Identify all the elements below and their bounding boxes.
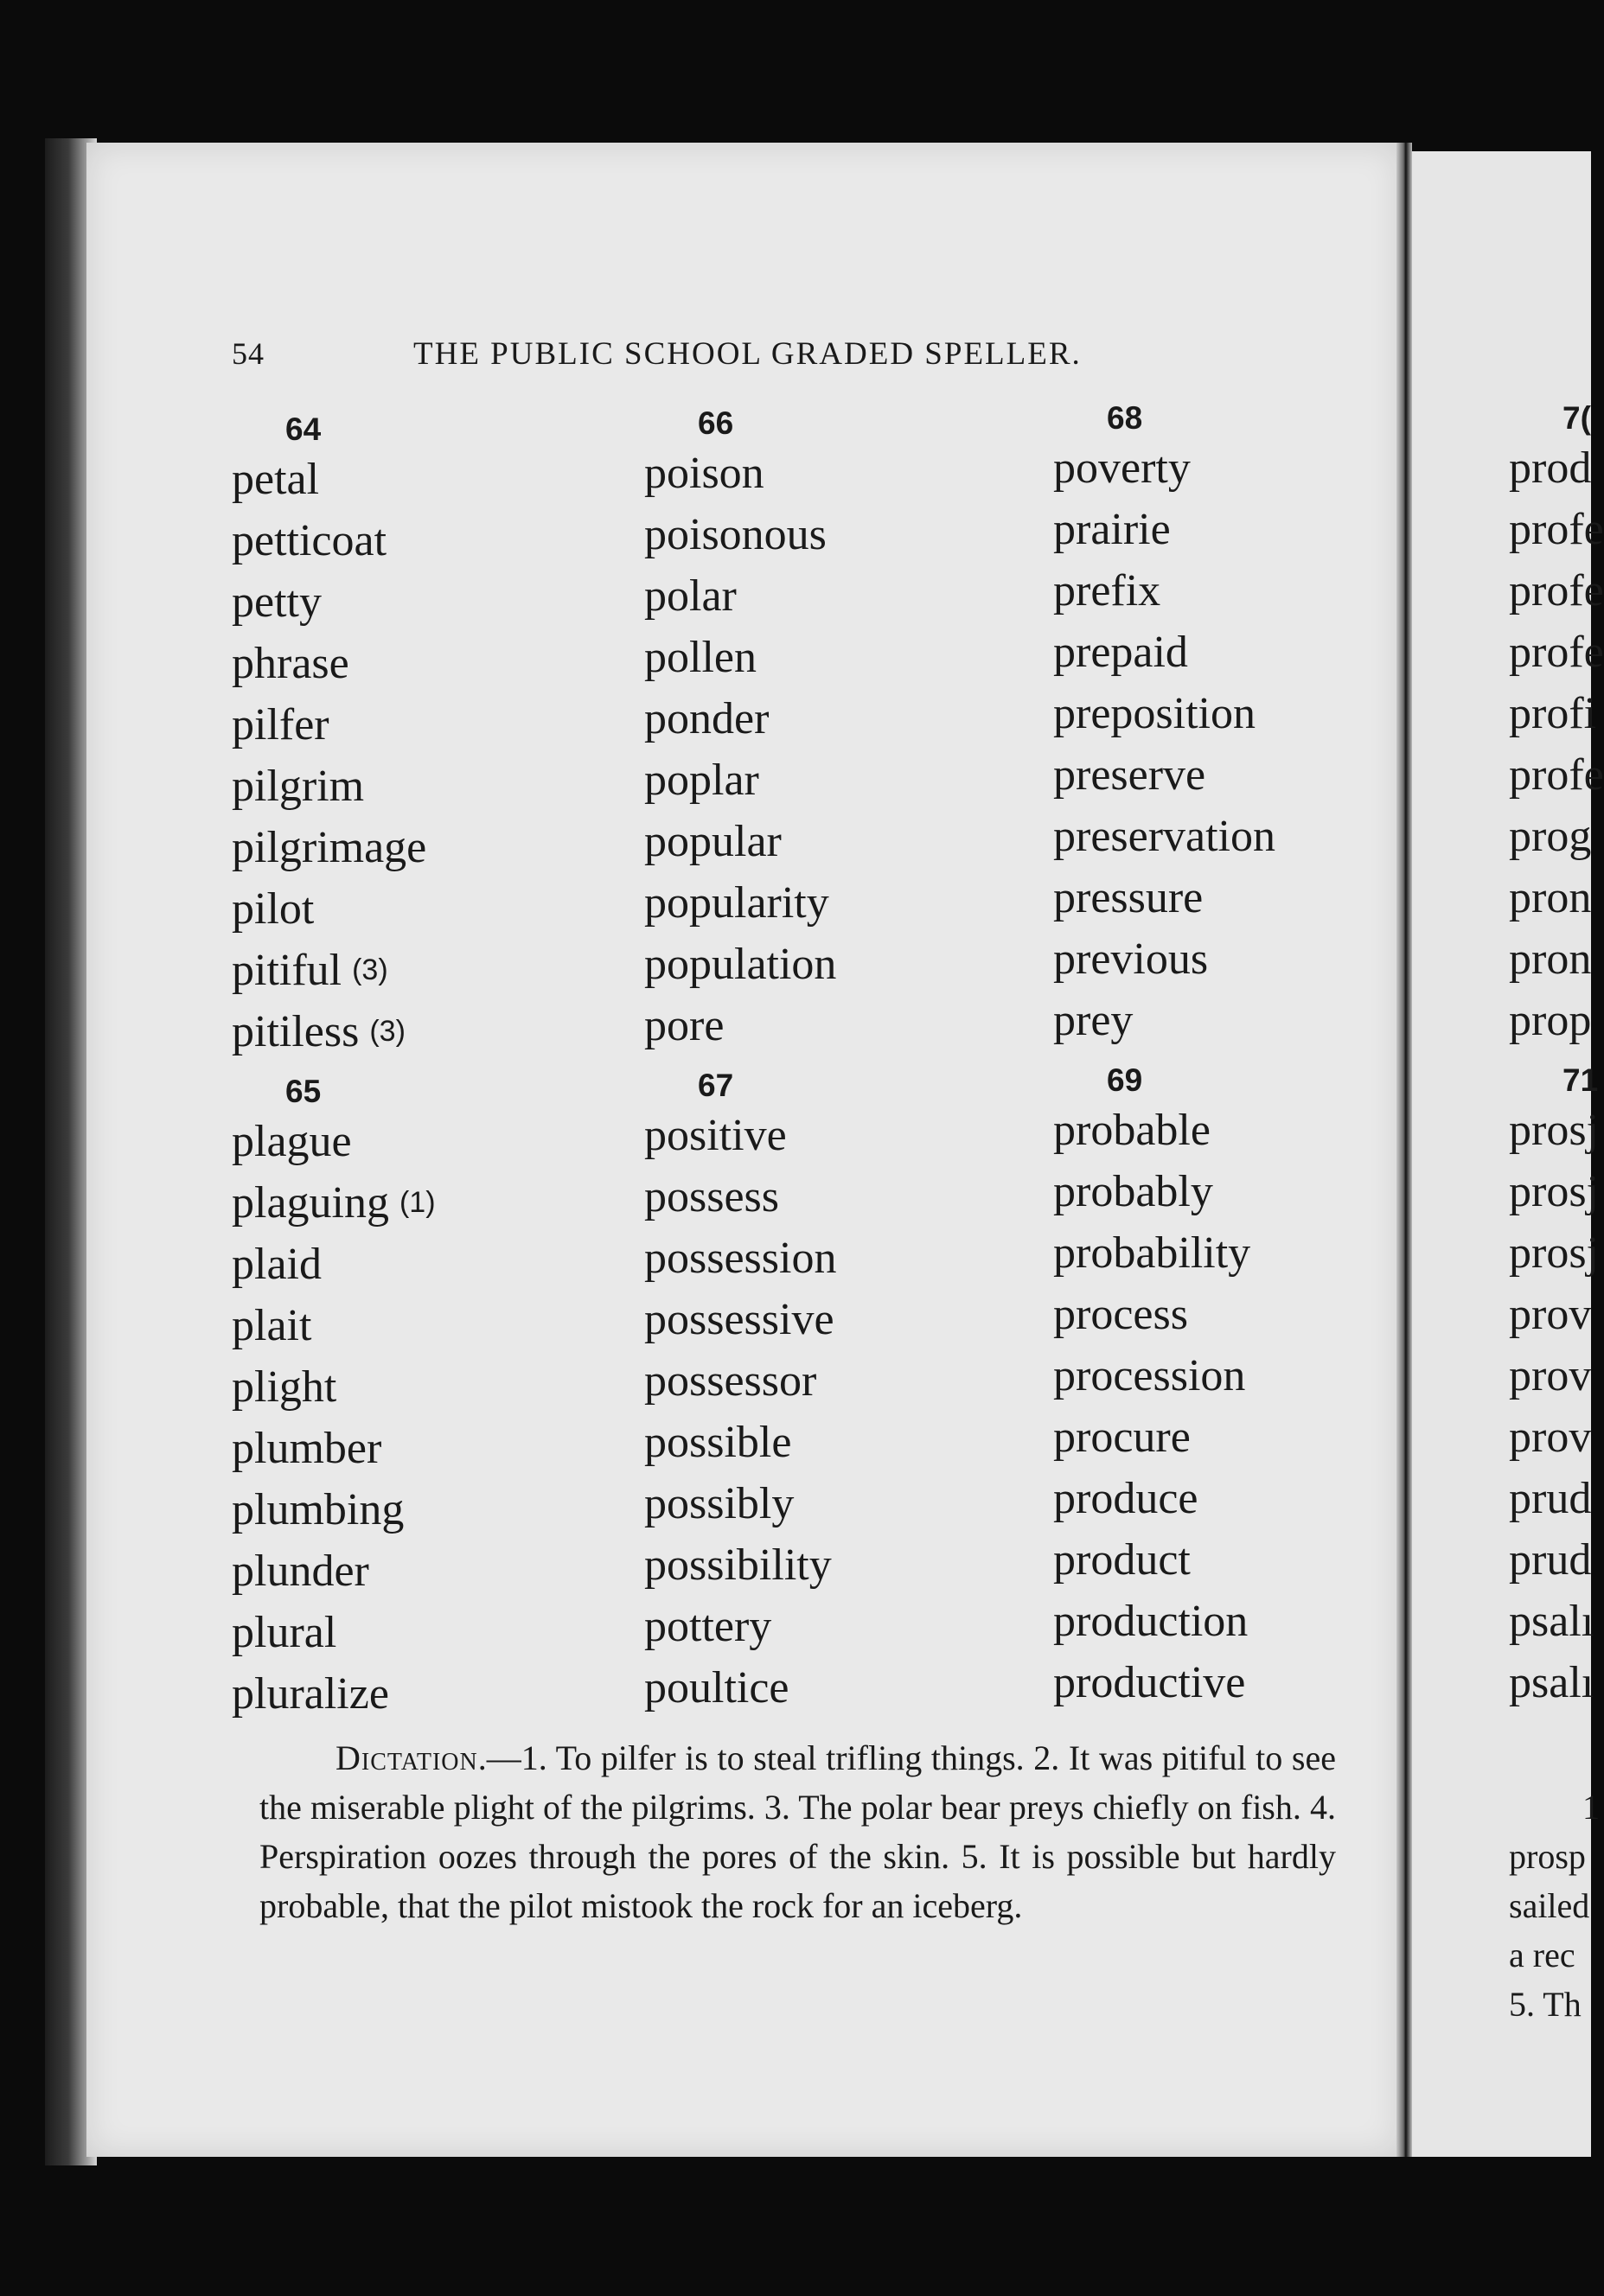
right-spelling-word: pron <box>1509 873 1592 922</box>
spelling-word-text: pluralize <box>232 1669 389 1719</box>
right-spelling-word: prod <box>1509 443 1592 493</box>
spelling-word <box>232 1295 604 1356</box>
spelling-word-text: possession <box>644 1234 837 1283</box>
right-lesson-number: 71 <box>1562 1062 1599 1098</box>
spelling-word-text: productive <box>1053 1658 1246 1707</box>
dictation-paragraph <box>259 1733 1336 1930</box>
spelling-word-text: pollen <box>644 633 757 682</box>
spelling-word-text: procure <box>1053 1413 1191 1462</box>
spelling-word <box>232 1479 604 1540</box>
spelling-word-text: plaid <box>232 1240 322 1289</box>
right-dictation-line: prosp <box>1509 1837 1586 1876</box>
spelling-word <box>1053 1652 1425 1713</box>
spelling-word-text: prepaid <box>1053 628 1188 677</box>
spelling-word <box>1053 1345 1425 1406</box>
dictation-text: .—1. To pilfer is to steal trifling things. 2. It was pitiful to see the miserable plight of the pilgrims. 3. The polar bear preys chiefly on fish. 4. Perspiration oozes through the pores of the skin. 5. It is possible but hardly probable, that the pilot mistook the rock for an iceberg. <box>259 1738 1336 1925</box>
spelling-word <box>1053 928 1425 990</box>
spelling-word-text: pilfer <box>232 700 329 749</box>
right-spelling-word: pron <box>1509 934 1592 984</box>
spelling-word <box>1053 437 1425 499</box>
lesson-group <box>644 1067 1016 1719</box>
spelling-word-text: possibly <box>644 1479 795 1528</box>
spelling-word-text: previous <box>1053 934 1209 984</box>
spelling-word <box>232 1602 604 1663</box>
word-column-2 <box>644 405 1016 1719</box>
spelling-word <box>644 688 1016 749</box>
spelling-word <box>644 934 1016 995</box>
right-spelling-word: prov <box>1509 1351 1592 1400</box>
spelling-word-text: probable <box>1053 1106 1211 1155</box>
lesson-group <box>232 411 604 1062</box>
spelling-word-text: plait <box>232 1301 312 1350</box>
right-lesson-group <box>1509 1062 1604 1713</box>
page-title: THE PUBLIC SCHOOL GRADED SPELLER. <box>413 336 1082 372</box>
spelling-word <box>644 872 1016 934</box>
spelling-word <box>644 565 1016 627</box>
spelling-word <box>1053 1529 1425 1591</box>
spelling-word <box>644 995 1016 1056</box>
spelling-word-text: possible <box>644 1418 792 1467</box>
spelling-word-text: preposition <box>1053 689 1256 738</box>
spelling-word-text: pilgrim <box>232 762 365 811</box>
spelling-word-text: ponder <box>644 694 770 743</box>
spelling-word-text: plural <box>232 1608 337 1657</box>
spelling-word <box>232 1540 604 1602</box>
right-spelling-word: prov <box>1509 1290 1592 1339</box>
right-spelling-word: prosj <box>1509 1228 1599 1278</box>
spelling-word-text: process <box>1053 1290 1188 1339</box>
spelling-word <box>644 1166 1016 1228</box>
spelling-word-text: prefix <box>1053 566 1161 615</box>
spelling-word <box>232 1111 604 1172</box>
spelling-word-text: poplar <box>644 756 759 805</box>
spelling-word-text: probably <box>1053 1167 1213 1216</box>
spelling-word-text: phrase <box>232 639 349 688</box>
spelling-word-text: polar <box>644 571 737 621</box>
word-column-3 <box>1053 399 1425 1713</box>
spelling-word <box>232 1356 604 1418</box>
spelling-word <box>1053 622 1425 683</box>
spelling-word <box>1053 1161 1425 1222</box>
spelling-word-text: possessive <box>644 1295 834 1344</box>
spelling-word-text: preservation <box>1053 812 1276 861</box>
spelling-word <box>644 1289 1016 1350</box>
right-spelling-word: profe <box>1509 505 1604 554</box>
spelling-word <box>232 694 604 756</box>
spelling-word-text: pore <box>644 1001 725 1050</box>
right-spelling-word: prud <box>1509 1535 1592 1585</box>
right-spelling-word: prosj <box>1509 1167 1599 1216</box>
spelling-word <box>232 1001 604 1062</box>
spelling-word-text: probability <box>1053 1228 1251 1278</box>
spelling-word <box>232 756 604 817</box>
right-dictation-line: 1 <box>1582 1788 1600 1827</box>
spelling-word-text: procession <box>1053 1351 1246 1400</box>
spelling-word-text: plumbing <box>232 1485 405 1534</box>
spelling-word <box>644 1105 1016 1166</box>
spelling-word <box>644 443 1016 504</box>
spelling-word <box>232 1234 604 1295</box>
right-spelling-word: prop <box>1509 996 1592 1045</box>
lesson-group <box>232 1073 604 1725</box>
spelling-word <box>1053 1591 1425 1652</box>
right-lesson-group <box>1509 399 1604 1051</box>
spelling-word <box>232 1418 604 1479</box>
right-spelling-word: psalı <box>1509 1597 1594 1646</box>
spelling-word-text: plight <box>232 1362 337 1412</box>
spelling-word <box>644 749 1016 811</box>
spelling-word-text: pitiful <box>232 946 342 995</box>
spelling-word <box>644 1596 1016 1657</box>
word-column-1 <box>232 411 604 1725</box>
spelling-word-text: petticoat <box>232 516 387 565</box>
spelling-word <box>1053 1406 1425 1468</box>
lesson-number: 68 <box>1107 400 1143 436</box>
spelling-word-text: poison <box>644 449 764 498</box>
spelling-word <box>1053 806 1425 867</box>
spelling-word <box>1053 1468 1425 1529</box>
spelling-word <box>644 1657 1016 1719</box>
spelling-word-text: possessor <box>644 1356 817 1406</box>
spelling-word <box>232 940 604 1001</box>
spelling-word <box>232 633 604 694</box>
spelling-word-text: prey <box>1053 996 1134 1045</box>
syllable-note: (1) <box>399 1186 436 1219</box>
right-spelling-word: profi <box>1509 689 1597 738</box>
right-page-fragment-column <box>1509 399 1604 1713</box>
spelling-word <box>1053 1222 1425 1284</box>
spelling-word-text: poverty <box>1053 443 1191 493</box>
spelling-word-text: petal <box>232 455 320 504</box>
spelling-word <box>1053 560 1425 622</box>
spelling-word-text: plunder <box>232 1547 369 1596</box>
dictation-label: Dictation <box>335 1738 478 1777</box>
spelling-word-text: popular <box>644 817 782 866</box>
lesson-number: 64 <box>285 411 322 447</box>
spelling-word-text: plague <box>232 1117 352 1166</box>
spelling-word-text: poultice <box>644 1663 789 1712</box>
spelling-word-text: possibility <box>644 1540 832 1590</box>
spelling-word-text: pressure <box>1053 873 1204 922</box>
spelling-word-text: pottery <box>644 1602 772 1651</box>
spelling-word-text: petty <box>232 577 322 627</box>
spelling-word-text: poisonous <box>644 510 827 559</box>
running-head <box>0 335 1591 379</box>
lesson-number: 67 <box>698 1068 734 1103</box>
right-spelling-word: psalı <box>1509 1658 1594 1707</box>
lesson-number: 66 <box>698 405 734 441</box>
page-number: 54 <box>232 336 265 371</box>
right-spelling-word: profe <box>1509 566 1604 615</box>
right-dictation-line: 5. Th <box>1509 1985 1582 2024</box>
spelling-word <box>1053 744 1425 806</box>
right-dictation-line: sailed <box>1509 1886 1590 1925</box>
spelling-word <box>644 1534 1016 1596</box>
syllable-note: (3) <box>369 1015 406 1048</box>
spelling-word <box>1053 1284 1425 1345</box>
spelling-word <box>232 571 604 633</box>
spelling-word-text: population <box>644 940 837 989</box>
spelling-word-text: pitiless <box>232 1007 360 1056</box>
right-dictation-line: a rec <box>1509 1936 1575 1974</box>
spelling-word-text: possess <box>644 1172 780 1221</box>
spelling-word <box>232 1172 604 1234</box>
spelling-word <box>1053 990 1425 1051</box>
lesson-group <box>644 405 1016 1056</box>
spelling-word-text: plumber <box>232 1424 382 1473</box>
spelling-word <box>644 1412 1016 1473</box>
right-spelling-word: prud <box>1509 1474 1592 1523</box>
spelling-word <box>644 627 1016 688</box>
spelling-word <box>232 449 604 510</box>
right-spelling-word: profe <box>1509 750 1604 800</box>
spelling-word <box>644 504 1016 565</box>
lesson-number: 65 <box>285 1074 322 1109</box>
spelling-word-text: prairie <box>1053 505 1171 554</box>
spelling-word <box>232 1663 604 1725</box>
spelling-word <box>1053 867 1425 928</box>
spelling-word-text: production <box>1053 1597 1249 1646</box>
right-spelling-word: prog <box>1509 812 1592 861</box>
spelling-word <box>644 1350 1016 1412</box>
spelling-word-text: preserve <box>1053 750 1206 800</box>
lesson-group <box>1053 399 1425 1051</box>
right-page-dictation-fragment <box>1509 1783 1600 2029</box>
lesson-number: 69 <box>1107 1062 1143 1098</box>
spelling-word-text: pilgrimage <box>232 823 427 872</box>
spelling-word <box>1053 683 1425 744</box>
right-spelling-word: prosj <box>1509 1106 1599 1155</box>
spelling-word <box>232 510 604 571</box>
spelling-word <box>1053 1100 1425 1161</box>
spelling-word <box>232 817 604 878</box>
spelling-word <box>644 811 1016 872</box>
spelling-word-text: positive <box>644 1111 787 1160</box>
spelling-word <box>644 1228 1016 1289</box>
spelling-word-text: pilot <box>232 884 315 934</box>
spelling-word <box>1053 499 1425 560</box>
spelling-word-text: plaguing <box>232 1178 389 1228</box>
spelling-word <box>644 1473 1016 1534</box>
right-lesson-number: 7( <box>1562 400 1591 436</box>
spelling-word <box>232 878 604 940</box>
right-spelling-word: prov <box>1509 1413 1592 1462</box>
spelling-word-text: popularity <box>644 878 829 928</box>
spelling-word-text: produce <box>1053 1474 1198 1523</box>
spelling-word-text: product <box>1053 1535 1191 1585</box>
lesson-group <box>1053 1062 1425 1713</box>
syllable-note: (3) <box>352 953 388 986</box>
right-spelling-word: profe <box>1509 628 1604 677</box>
